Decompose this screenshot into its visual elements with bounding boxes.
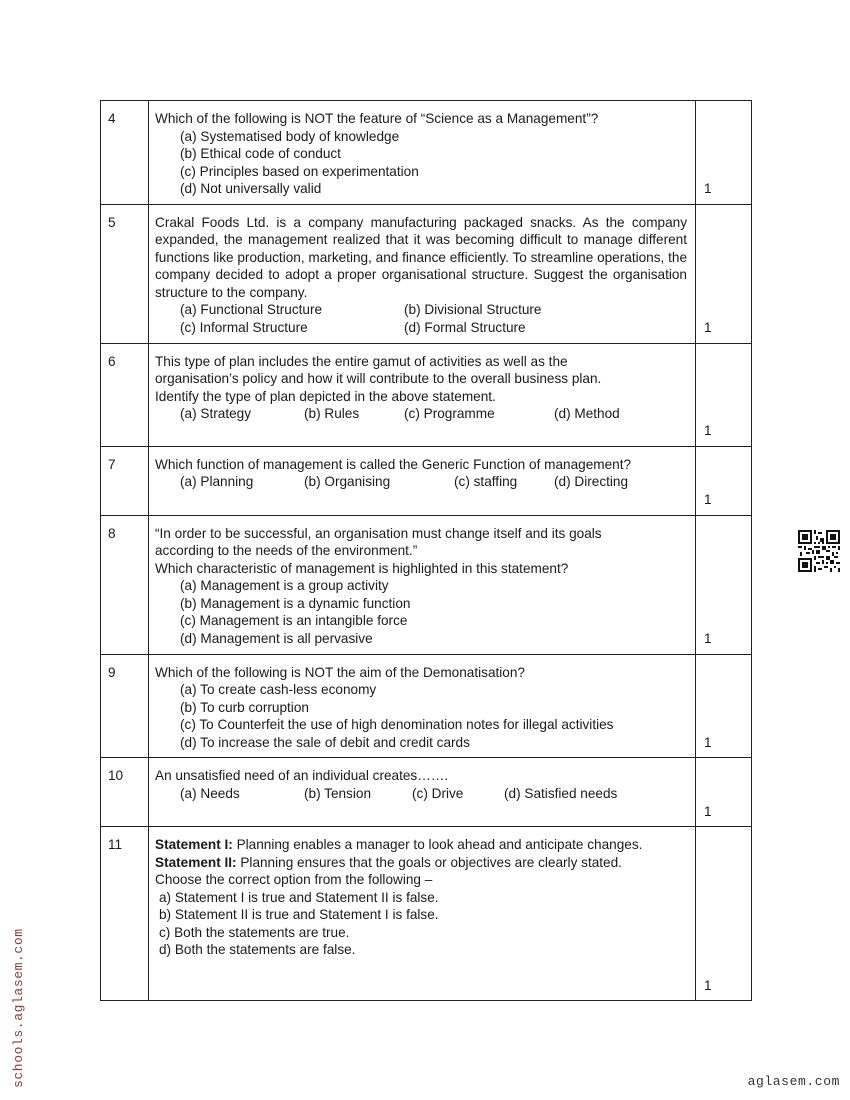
question-text: Crakal Foods Ltd. is a company manufacturing packaged snacks. As the company expanded, the management realized that it was becoming difficult to manage different functions like production, marketing, and finance efficiently. To streamline operations, the company decided to adopt a proper organisational structure. Suggest the organisation structure to the company. xyxy=(155,214,687,300)
question-line: Which characteristic of management is highlighted in this statement? xyxy=(155,560,569,576)
option-b: (b) To curb corruption xyxy=(180,699,309,715)
option-a: a) Statement I is true and Statement II is false. xyxy=(159,889,439,905)
question-number: 6 xyxy=(101,343,149,446)
option-b: (b) Tension xyxy=(304,785,371,801)
qr-code-icon xyxy=(798,530,840,572)
option-d: (d) Directing xyxy=(554,474,629,489)
option-a: (a) Functional Structure xyxy=(180,302,323,317)
question-table xyxy=(100,100,752,1001)
option-a: (a) To create cash-less economy xyxy=(180,682,377,697)
option-b: (b) Management is a dynamic function xyxy=(180,595,411,611)
marks: 1 xyxy=(696,827,752,1001)
option-d: (d) To increase the sale of debit and credit cards xyxy=(180,734,470,750)
question-number: 5 xyxy=(101,204,149,343)
marks: 1 xyxy=(696,515,752,654)
statement-2-text: Planning ensures that the goals or objectives are clearly stated. xyxy=(236,854,622,870)
option-d: (d) Not universally valid xyxy=(180,181,322,196)
question-row-8 xyxy=(101,515,752,654)
question-body xyxy=(149,446,696,515)
side-watermark: schools.aglasem.com xyxy=(11,928,26,1088)
marks: 1 xyxy=(696,343,752,446)
marks: 1 xyxy=(696,446,752,515)
option-a: (a) Planning xyxy=(180,474,254,489)
question-number: 9 xyxy=(101,654,149,758)
question-body xyxy=(149,654,696,758)
question-number: 7 xyxy=(101,446,149,515)
option-a: (a) Systematised body of knowledge xyxy=(180,128,400,144)
question-row-6 xyxy=(101,343,752,446)
statement-2 xyxy=(155,854,687,872)
statement-2-label: Statement II: xyxy=(155,854,237,870)
question-row-5 xyxy=(101,204,752,343)
option-d: (d) Management is all pervasive xyxy=(180,630,373,646)
question-line: “In order to be successful, an organisation must change itself and its goals xyxy=(155,525,602,541)
option-c: c) Both the statements are true. xyxy=(159,924,350,940)
option-d: (d) Satisfied needs xyxy=(504,785,618,801)
marks: 1 xyxy=(696,654,752,758)
question-line: according to the needs of the environment.” xyxy=(155,543,418,558)
statement-1-text: Planning enables a manager to look ahead and anticipate changes. xyxy=(232,837,643,852)
option-c: (c) Informal Structure xyxy=(180,319,308,335)
question-number: 10 xyxy=(101,758,149,827)
question-number: 11 xyxy=(101,827,149,1001)
question-text: An unsatisfied need of an individual creates……. xyxy=(155,768,449,783)
option-b: (b) Rules xyxy=(304,406,360,421)
question-number: 8 xyxy=(101,515,149,654)
question-text: Which function of management is called the Generic Function of management? xyxy=(155,456,632,472)
question-row-9 xyxy=(101,654,752,758)
question-body xyxy=(149,827,696,1001)
option-b: b) Statement II is true and Statement I is false. xyxy=(159,907,439,922)
question-body xyxy=(149,204,696,343)
question-body xyxy=(149,758,696,827)
question-text: Which of the following is NOT the feature of “Science as a Management”? xyxy=(155,111,599,126)
option-a: (a) Management is a group activity xyxy=(180,578,389,593)
option-d: d) Both the statements are false. xyxy=(159,942,356,957)
option-c: (c) Principles based on experimentation xyxy=(180,163,419,179)
question-row-7 xyxy=(101,446,752,515)
option-c: (c) Management is an intangible force xyxy=(180,613,408,628)
marks: 1 xyxy=(696,101,752,205)
question-body xyxy=(149,343,696,446)
question-text: Which of the following is NOT the aim of the Demonatisation? xyxy=(155,664,525,680)
question-line: organisation’s policy and how it will contribute to the overall business plan. xyxy=(155,371,602,386)
statement-1 xyxy=(155,836,687,854)
option-row xyxy=(155,405,687,423)
option-b: (b) Ethical code of conduct xyxy=(180,146,341,161)
option-d: (d) Formal Structure xyxy=(404,319,526,335)
question-number: 4 xyxy=(101,101,149,205)
instruction: Choose the correct option from the following – xyxy=(155,872,433,887)
question-line: This type of plan includes the entire gamut of activities as well as the xyxy=(155,353,568,369)
question-row-10 xyxy=(101,758,752,827)
option-b: (b) Divisional Structure xyxy=(404,302,542,317)
option-a: (a) Strategy xyxy=(180,406,252,421)
statement-1-label: Statement I: xyxy=(155,837,233,852)
option-a: (a) Needs xyxy=(180,785,240,801)
option-row xyxy=(155,319,687,337)
question-line: Identify the type of plan depicted in the above statement. xyxy=(155,388,496,404)
option-c: (c) staffing xyxy=(454,474,518,489)
option-c: (c) Programme xyxy=(404,406,495,421)
marks: 1 xyxy=(696,758,752,827)
option-c: (c) Drive xyxy=(412,785,464,801)
option-row xyxy=(155,473,687,491)
option-row xyxy=(155,785,687,803)
footer-watermark: aglasem.com xyxy=(747,1074,840,1089)
question-body xyxy=(149,101,696,205)
question-row-4 xyxy=(101,101,752,205)
option-b: (b) Organising xyxy=(304,474,391,489)
question-row-11 xyxy=(101,827,752,1001)
option-row xyxy=(155,301,687,319)
option-d: (d) Method xyxy=(554,406,620,421)
marks: 1 xyxy=(696,204,752,343)
option-c: (c) To Counterfeit the use of high denomination notes for illegal activities xyxy=(180,717,614,732)
question-body xyxy=(149,515,696,654)
